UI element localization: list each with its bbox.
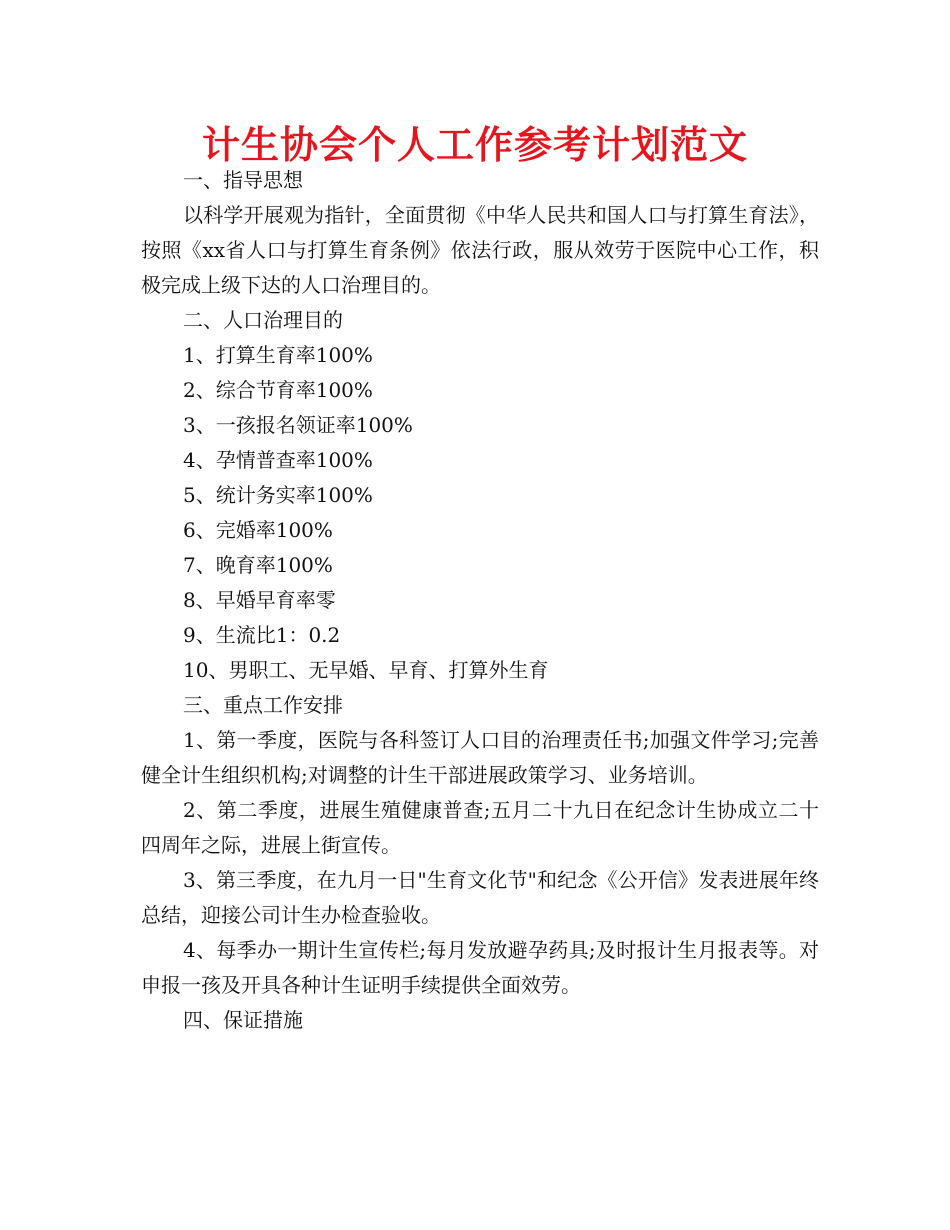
paragraph-q3: 3、第三季度，在九月一日"生育文化节"和纪念《公开信》发表进展年终总结，迎接公司计生办检查验收。 xyxy=(141,868,819,927)
list-item: 6、完婚率100% xyxy=(183,518,333,542)
document-title: 计生协会个人工作参考计划范文 xyxy=(201,123,748,167)
paragraph-q2: 2、第二季度，进展生殖健康普查;五月二十九日在纪念计生协成立二十四周年之际，进展上街宣传。 xyxy=(141,798,819,857)
section-heading-guarantee-measures: 四、保证措施 xyxy=(183,1008,303,1032)
list-item: 9、生流比1：0.2 xyxy=(183,623,341,647)
list-item: 3、一孩报名领证率100% xyxy=(183,413,413,437)
paragraph-q1: 1、第一季度，医院与各科签订人口目的治理责任书;加强文件学习;完善健全计生组织机构;对调整的计生干部进展政策学习、业务培训。 xyxy=(141,728,819,787)
paragraph-routine: 4、每季办一期计生宣传栏;每月发放避孕药具;及时报计生月报表等。对申报一孩及开具各种计生证明手续提供全面效劳。 xyxy=(141,938,819,997)
section-heading-population-targets: 二、人口治理目的 xyxy=(183,308,343,332)
list-item: 2、综合节育率100% xyxy=(183,378,373,402)
section-heading-guiding-ideology: 一、指导思想 xyxy=(183,168,303,192)
document-body xyxy=(141,163,819,1038)
list-item: 7、晚育率100% xyxy=(183,553,333,577)
list-item: 1、打算生育率100% xyxy=(183,343,373,367)
section-heading-key-work: 三、重点工作安排 xyxy=(183,693,343,717)
list-item: 4、孕情普查率100% xyxy=(183,448,373,472)
list-item: 5、统计务实率100% xyxy=(183,483,373,507)
list-item: 10、男职工、无早婚、早育、打算外生育 xyxy=(183,658,549,682)
list-item: 8、早婚早育率零 xyxy=(183,588,336,612)
paragraph-guiding-ideology: 以科学开展观为指针，全面贯彻《中华人民共和国人口与打算生育法》，按照《xx省人口与打算生育条例》依法行政，服从效劳于医院中心工作，积极完成上级下达的人口治理目的。 xyxy=(141,203,819,297)
